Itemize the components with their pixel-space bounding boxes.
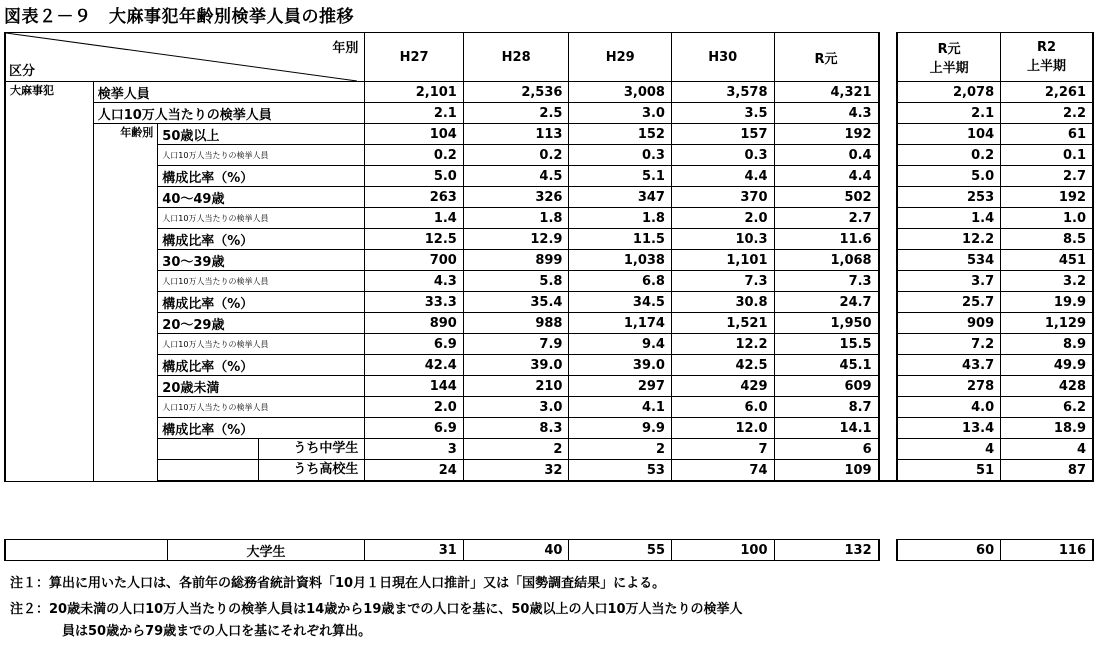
value-cell: 1,038 — [569, 250, 672, 271]
half-value-cell: 0.1 — [1001, 145, 1093, 166]
half-value-cell: 4.0 — [897, 397, 1001, 418]
value-cell: 144 — [365, 376, 463, 397]
value-cell: 4.1 — [569, 397, 672, 418]
value-cell: 24 — [365, 460, 463, 482]
value-cell: 1,068 — [774, 250, 879, 271]
half-value-cell: 87 — [1001, 460, 1093, 482]
table-row — [5, 208, 1093, 229]
value-cell: 12.2 — [671, 334, 774, 355]
value-cell: 39.0 — [463, 355, 569, 376]
value-cell: 53 — [569, 460, 672, 482]
value-cell: 3 — [365, 439, 463, 460]
value-cell: 0.4 — [774, 145, 879, 166]
corner-diagonal — [6, 33, 357, 81]
table-row — [5, 166, 1093, 187]
page-title: 図表２－９ 大麻事犯年齢別検挙人員の推移 — [4, 7, 354, 27]
value-cell: 3,578 — [671, 82, 774, 103]
half-value-cell: 6.2 — [1001, 397, 1093, 418]
table-row — [5, 418, 1093, 439]
university-half-value: 60 — [897, 540, 1001, 561]
column-gap — [879, 397, 897, 418]
half-value-cell: 0.2 — [897, 145, 1001, 166]
column-gap — [879, 166, 897, 187]
value-cell: 3.0 — [569, 103, 672, 124]
value-cell: 42.5 — [671, 355, 774, 376]
value-cell: 297 — [569, 376, 672, 397]
column-gap — [879, 439, 897, 460]
column-gap — [879, 124, 897, 145]
value-cell: 30.8 — [671, 292, 774, 313]
value-cell: 5.1 — [569, 166, 672, 187]
value-cell: 1.8 — [463, 208, 569, 229]
value-cell: 7.3 — [774, 271, 879, 292]
value-cell: 1.8 — [569, 208, 672, 229]
half-value-cell: 2,078 — [897, 82, 1001, 103]
value-cell: 12.5 — [365, 229, 463, 250]
value-cell: 263 — [365, 187, 463, 208]
university-value: 100 — [672, 540, 775, 561]
value-cell: 5.0 — [365, 166, 463, 187]
value-cell: 4.4 — [774, 166, 879, 187]
corner-cell — [5, 33, 365, 82]
row-label: 30～39歳 — [158, 250, 365, 271]
half-value-cell: 5.0 — [897, 166, 1001, 187]
value-cell: 1.4 — [365, 208, 463, 229]
university-blank — [5, 540, 167, 561]
half-value-cell: 43.7 — [897, 355, 1001, 376]
value-cell: 2.1 — [365, 103, 463, 124]
row-label: 20～29歳 — [158, 313, 365, 334]
half-year-header: R2 上半期 — [1001, 33, 1093, 82]
half-value-cell: 8.5 — [1001, 229, 1093, 250]
half-value-cell: 253 — [897, 187, 1001, 208]
year-header: H27 — [365, 33, 463, 82]
value-cell: 45.1 — [774, 355, 879, 376]
value-cell: 10.3 — [671, 229, 774, 250]
row-label: 50歳以上 — [158, 124, 365, 145]
value-cell: 7.3 — [671, 271, 774, 292]
value-cell: 6.9 — [365, 418, 463, 439]
half-value-cell: 61 — [1001, 124, 1093, 145]
header-row — [5, 33, 1093, 82]
value-cell: 6.8 — [569, 271, 672, 292]
value-cell: 192 — [774, 124, 879, 145]
value-cell: 1,174 — [569, 313, 672, 334]
value-cell: 1,950 — [774, 313, 879, 334]
half-value-cell: 2.2 — [1001, 103, 1093, 124]
half-value-cell: 25.7 — [897, 292, 1001, 313]
value-cell: 609 — [774, 376, 879, 397]
table-row — [5, 397, 1093, 418]
row-label: 構成比率（%） — [158, 292, 365, 313]
half-value-cell: 451 — [1001, 250, 1093, 271]
value-cell: 6.9 — [365, 334, 463, 355]
value-cell: 2,536 — [463, 82, 569, 103]
value-cell: 12.9 — [463, 229, 569, 250]
value-cell: 32 — [463, 460, 569, 482]
university-table — [4, 539, 1094, 561]
row-label — [158, 460, 365, 482]
column-gap — [879, 460, 897, 482]
row-label — [158, 439, 365, 460]
year-header: H29 — [569, 33, 672, 82]
value-cell: 8.3 — [463, 418, 569, 439]
row-label: 人口10万人当たりの検挙人員 — [93, 103, 365, 124]
university-value: 40 — [463, 540, 569, 561]
half-year-header: R元 上半期 — [897, 33, 1001, 82]
note-2: 注２：20歳未満の人口10万人当たりの検挙人員は14歳から19歳までの人口を基に、50歳以上の人口10万人当たりの検挙人 — [10, 602, 743, 617]
row-label: 人口10万人当たりの検挙人員 — [158, 397, 365, 418]
value-cell: 4.3 — [774, 103, 879, 124]
row-label: 人口10万人当たりの検挙人員 — [158, 334, 365, 355]
value-cell: 14.1 — [774, 418, 879, 439]
value-cell: 326 — [463, 187, 569, 208]
category-cell: 大麻事犯 — [5, 82, 93, 482]
column-gap — [879, 313, 897, 334]
half-value-cell: 49.9 — [1001, 355, 1093, 376]
value-cell: 1,521 — [671, 313, 774, 334]
column-gap — [879, 103, 897, 124]
half-value-cell: 12.2 — [897, 229, 1001, 250]
column-gap — [879, 334, 897, 355]
half-value-cell: 2.7 — [1001, 166, 1093, 187]
value-cell: 429 — [671, 376, 774, 397]
half-value-cell: 104 — [897, 124, 1001, 145]
value-cell: 9.9 — [569, 418, 672, 439]
row-label: 構成比率（%） — [158, 355, 365, 376]
half-value-cell: 4 — [1001, 439, 1093, 460]
value-cell: 0.3 — [569, 145, 672, 166]
table-row — [5, 82, 1093, 103]
table-row — [5, 355, 1093, 376]
value-cell: 74 — [671, 460, 774, 482]
value-cell: 5.8 — [463, 271, 569, 292]
value-cell: 8.7 — [774, 397, 879, 418]
half-value-cell: 1.4 — [897, 208, 1001, 229]
half-value-cell: 18.9 — [1001, 418, 1093, 439]
table-row — [5, 124, 1093, 145]
value-cell: 34.5 — [569, 292, 672, 313]
column-gap — [879, 208, 897, 229]
column-gap — [879, 33, 897, 82]
value-cell: 35.4 — [463, 292, 569, 313]
column-gap — [879, 418, 897, 439]
half-value-cell: 13.4 — [897, 418, 1001, 439]
value-cell: 0.2 — [463, 145, 569, 166]
university-half-value: 116 — [1001, 540, 1093, 561]
value-cell: 2 — [569, 439, 672, 460]
corner-year-label: 年別 — [332, 41, 359, 56]
row-label: 人口10万人当たりの検挙人員 — [158, 271, 365, 292]
half-value-cell: 3.2 — [1001, 271, 1093, 292]
value-cell: 3.5 — [671, 103, 774, 124]
value-cell: 4.3 — [365, 271, 463, 292]
value-cell: 3,008 — [569, 82, 672, 103]
row-label: 構成比率（%） — [158, 166, 365, 187]
half-value-cell: 7.2 — [897, 334, 1001, 355]
note-2-continued: 員は50歳から79歳までの人口を基にそれぞれ算出。 — [62, 624, 372, 639]
half-value-cell: 909 — [897, 313, 1001, 334]
column-gap — [879, 82, 897, 103]
table-row — [5, 250, 1093, 271]
value-cell: 12.0 — [671, 418, 774, 439]
value-cell: 113 — [463, 124, 569, 145]
value-cell: 0.3 — [671, 145, 774, 166]
university-row — [5, 540, 1093, 561]
value-cell: 4.4 — [671, 166, 774, 187]
table-row — [5, 271, 1093, 292]
year-header: H30 — [671, 33, 774, 82]
table-row — [5, 103, 1093, 124]
value-cell: 2.0 — [671, 208, 774, 229]
age-group-cell: 年齢別 — [93, 124, 158, 482]
sub-row-label: うち高校生 — [293, 462, 359, 477]
half-value-cell: 1.0 — [1001, 208, 1093, 229]
table-row — [5, 145, 1093, 166]
half-value-cell: 19.9 — [1001, 292, 1093, 313]
row-label: 人口10万人当たりの検挙人員 — [158, 145, 365, 166]
value-cell: 109 — [774, 460, 879, 482]
value-cell: 152 — [569, 124, 672, 145]
value-cell: 7 — [671, 439, 774, 460]
value-cell: 2.7 — [774, 208, 879, 229]
half-value-cell: 51 — [897, 460, 1001, 482]
row-label: 構成比率（%） — [158, 229, 365, 250]
half-value-cell: 428 — [1001, 376, 1093, 397]
value-cell: 988 — [463, 313, 569, 334]
value-cell: 2 — [463, 439, 569, 460]
value-cell: 347 — [569, 187, 672, 208]
table-row — [5, 376, 1093, 397]
value-cell: 104 — [365, 124, 463, 145]
value-cell: 6 — [774, 439, 879, 460]
value-cell: 0.2 — [365, 145, 463, 166]
row-label: 検挙人員 — [93, 82, 365, 103]
value-cell: 9.4 — [569, 334, 672, 355]
sub-row-label: うち中学生 — [293, 441, 359, 456]
column-gap — [879, 229, 897, 250]
value-cell: 11.5 — [569, 229, 672, 250]
column-gap — [879, 145, 897, 166]
value-cell: 890 — [365, 313, 463, 334]
half-value-cell: 1,129 — [1001, 313, 1093, 334]
half-value-cell: 278 — [897, 376, 1001, 397]
table-row — [5, 292, 1093, 313]
table-row — [5, 439, 1093, 460]
value-cell: 33.3 — [365, 292, 463, 313]
value-cell: 15.5 — [774, 334, 879, 355]
column-gap — [879, 292, 897, 313]
column-gap — [879, 271, 897, 292]
column-gap — [879, 355, 897, 376]
note-1: 注１：算出に用いた人口は、各前年の総務省統計資料「10月１日現在人口推計」又は「国勢調査結果」による。 — [10, 576, 666, 591]
table-row — [5, 460, 1093, 482]
value-cell: 39.0 — [569, 355, 672, 376]
university-label: 大学生 — [167, 540, 365, 561]
arrest-table — [4, 32, 1094, 482]
corner-category-label: 区分 — [9, 64, 36, 79]
row-label: 人口10万人当たりの検挙人員 — [158, 208, 365, 229]
half-value-cell: 4 — [897, 439, 1001, 460]
year-header: H28 — [463, 33, 569, 82]
column-gap — [879, 187, 897, 208]
value-cell: 4.5 — [463, 166, 569, 187]
value-cell: 42.4 — [365, 355, 463, 376]
value-cell: 24.7 — [774, 292, 879, 313]
table-row — [5, 313, 1093, 334]
value-cell: 2,101 — [365, 82, 463, 103]
row-label: 40～49歳 — [158, 187, 365, 208]
value-cell: 7.9 — [463, 334, 569, 355]
row-label: 構成比率（%） — [158, 418, 365, 439]
value-cell: 11.6 — [774, 229, 879, 250]
value-cell: 6.0 — [671, 397, 774, 418]
half-value-cell: 2.1 — [897, 103, 1001, 124]
year-header: R元 — [774, 33, 879, 82]
value-cell: 1,101 — [671, 250, 774, 271]
table-row — [5, 334, 1093, 355]
university-value: 31 — [365, 540, 463, 561]
value-cell: 4,321 — [774, 82, 879, 103]
value-cell: 210 — [463, 376, 569, 397]
value-cell: 2.0 — [365, 397, 463, 418]
half-value-cell: 3.7 — [897, 271, 1001, 292]
half-value-cell: 2,261 — [1001, 82, 1093, 103]
value-cell: 370 — [671, 187, 774, 208]
value-cell: 899 — [463, 250, 569, 271]
table-row — [5, 187, 1093, 208]
university-value: 55 — [569, 540, 672, 561]
column-gap — [879, 376, 897, 397]
half-value-cell: 192 — [1001, 187, 1093, 208]
half-value-cell: 8.9 — [1001, 334, 1093, 355]
row-label: 20歳未満 — [158, 376, 365, 397]
half-value-cell: 534 — [897, 250, 1001, 271]
column-gap — [879, 250, 897, 271]
value-cell: 3.0 — [463, 397, 569, 418]
column-gap — [879, 540, 897, 561]
value-cell: 157 — [671, 124, 774, 145]
value-cell: 502 — [774, 187, 879, 208]
university-value: 132 — [774, 540, 879, 561]
value-cell: 2.5 — [463, 103, 569, 124]
value-cell: 700 — [365, 250, 463, 271]
table-row — [5, 229, 1093, 250]
